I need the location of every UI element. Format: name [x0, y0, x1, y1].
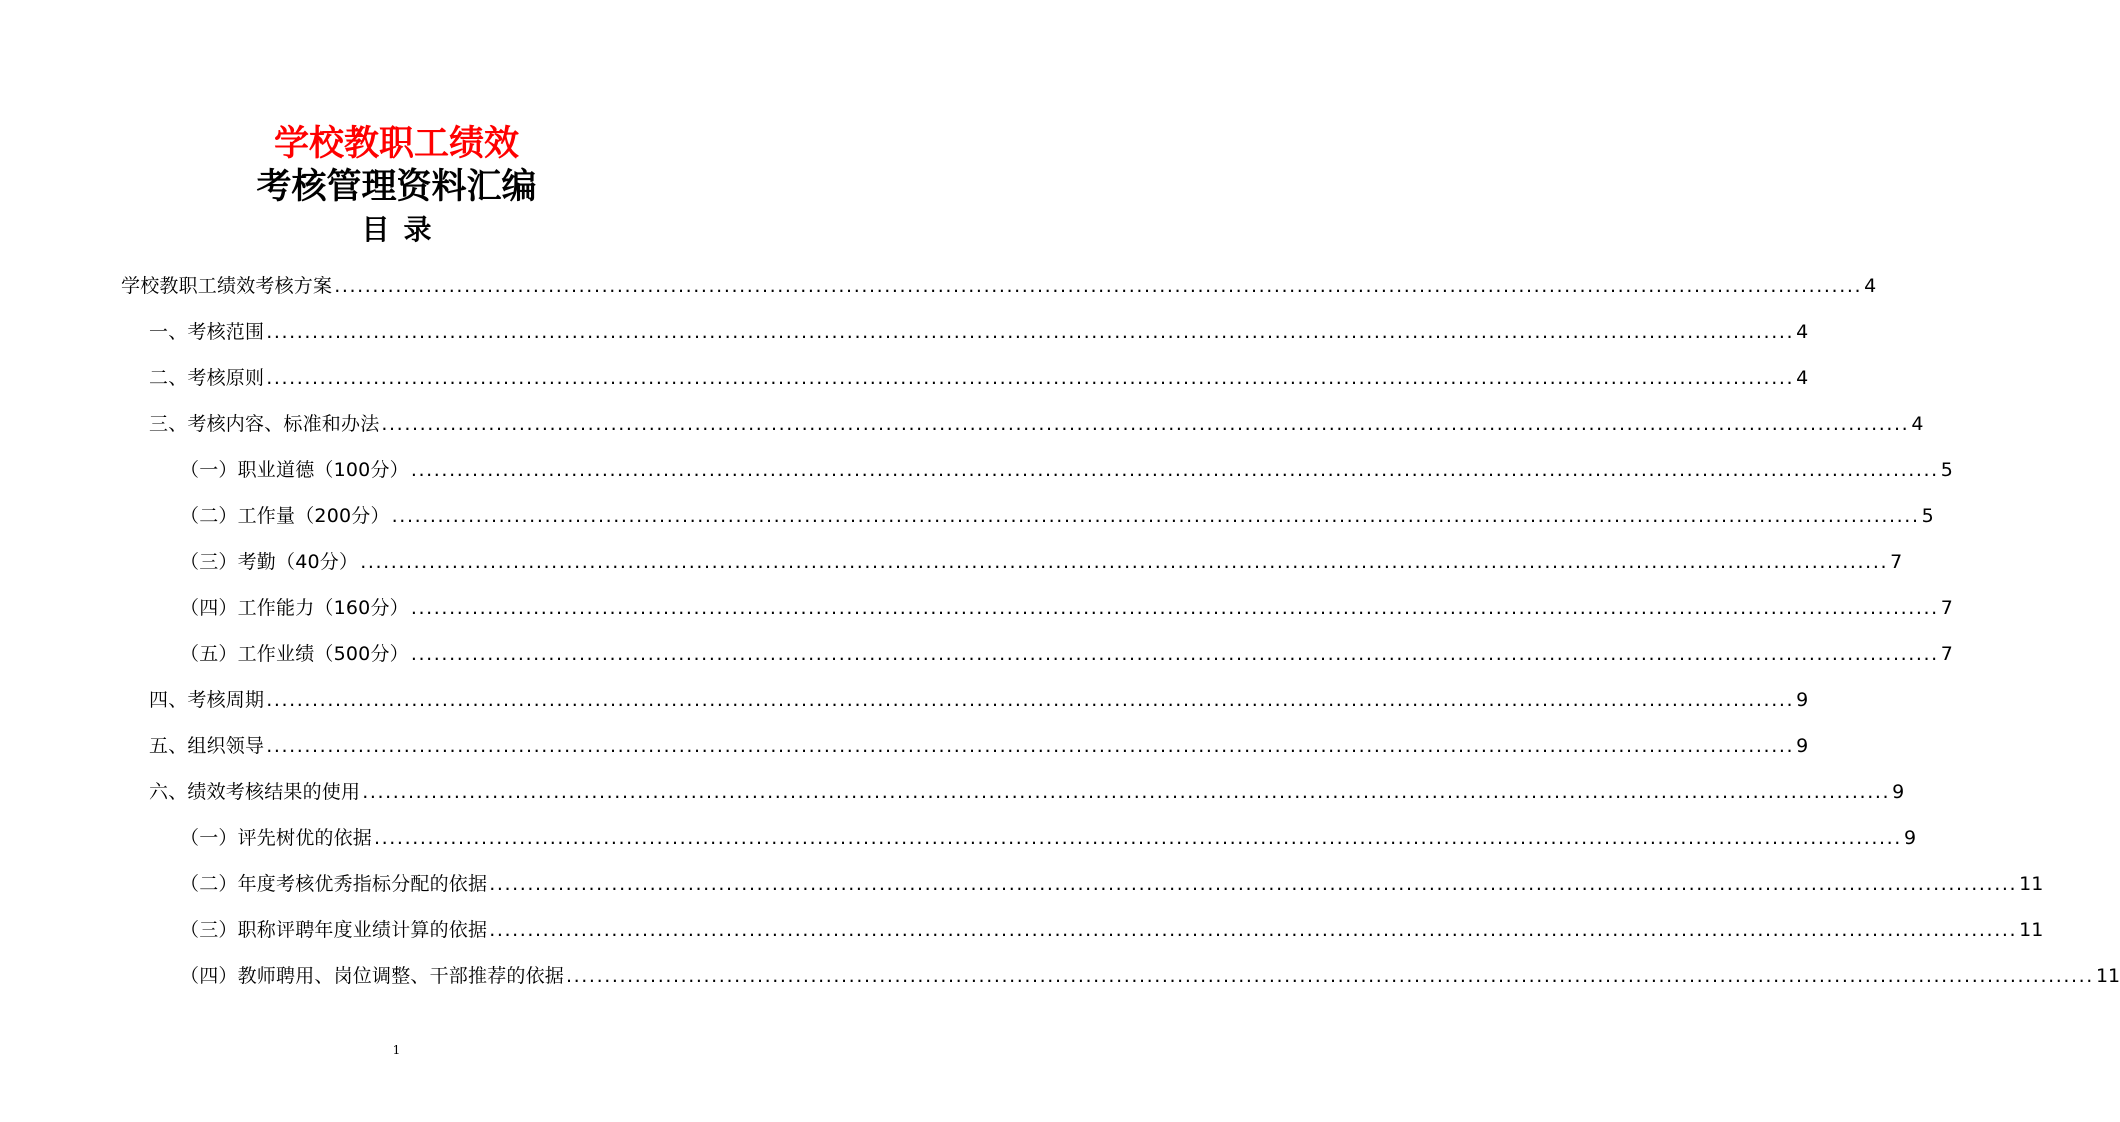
- toc-entry-page: 4: [1796, 367, 1809, 389]
- toc-leader-dots: ........................................................................................................................................................................................................: [266, 689, 1795, 711]
- toc-entry[interactable]: [180, 539, 1903, 585]
- toc-entry[interactable]: [149, 769, 1905, 815]
- toc-entry[interactable]: [180, 447, 1953, 493]
- toc-leader-dots: ........................................................................................................................................................................................................: [334, 275, 1863, 297]
- toc-entry-text: （二）年度考核优秀指标分配的依据: [180, 873, 488, 895]
- toc-entry-text: （二）工作量（200分）: [180, 505, 390, 527]
- toc-entry-text: 四、考核周期: [149, 689, 265, 711]
- toc-entry-page: 11: [2019, 919, 2044, 941]
- toc-entry-page: 4: [1864, 275, 1877, 297]
- toc-entry-page: 9: [1892, 781, 1905, 803]
- toc-leader-dots: ........................................................................................................................................................................................................: [266, 367, 1795, 389]
- toc-entry-page: 9: [1903, 827, 1917, 849]
- toc-entry[interactable]: [149, 677, 1809, 723]
- toc-entry-page: 11: [2019, 873, 2044, 895]
- toc-entry[interactable]: [180, 631, 1953, 677]
- toc-entry-page: 4: [1911, 413, 1924, 435]
- toc-entry-text: 三、考核内容、标准和办法: [149, 413, 380, 435]
- toc-entry-text: 六、绩效考核结果的使用: [149, 781, 361, 803]
- toc-leader-dots: ........................................................................................................................................................................................................: [489, 919, 2018, 941]
- toc-entry[interactable]: [180, 585, 1953, 631]
- toc-entry[interactable]: [149, 401, 1924, 447]
- toc-entry-page: 9: [1796, 735, 1809, 757]
- toc-entry-text: （五）工作业绩（500分）: [180, 643, 409, 665]
- toc-entry-text: 二、考核原则: [149, 367, 265, 389]
- toc-leader-dots: ........................................................................................................................................................................................................: [362, 781, 1891, 803]
- toc-leader-dots: ........................................................................................................................................................................................................: [410, 597, 1939, 619]
- toc-entry-text: 五、组织领导: [149, 735, 265, 757]
- toc-entry-text: 学校教职工绩效考核方案: [121, 275, 333, 297]
- toc-leader-dots: ........................................................................................................................................................................................................: [374, 827, 1902, 849]
- toc-leader-dots: ........................................................................................................................................................................................................: [566, 965, 2094, 987]
- toc-entry[interactable]: [180, 861, 2044, 907]
- toc-entry-page: 11: [2095, 965, 2120, 987]
- toc-entry-text: （一）评先树优的依据: [180, 827, 373, 849]
- toc-entry-page: 4: [1796, 321, 1809, 343]
- toc-entry[interactable]: [149, 355, 1809, 401]
- toc-entry-page: 7: [1940, 597, 1953, 619]
- toc-entry[interactable]: [149, 309, 1809, 355]
- toc-leader-dots: ........................................................................................................................................................................................................: [489, 873, 2018, 895]
- toc-entry[interactable]: [180, 493, 1934, 539]
- toc-leader-dots: ........................................................................................................................................................................................................: [391, 505, 1920, 527]
- toc-entry-page: 9: [1796, 689, 1809, 711]
- toc-entry-text: （三）职称评聘年度业绩计算的依据: [180, 919, 488, 941]
- toc-entry-text: （一）职业道德（100分）: [180, 459, 409, 481]
- toc-leader-dots: ........................................................................................................................................................................................................: [381, 413, 1910, 435]
- toc-entry-text: （三）考勤（40分）: [180, 551, 359, 573]
- toc-entry-page: 5: [1940, 459, 1953, 481]
- document-title-line-1: 学校教职工绩效: [273, 124, 519, 164]
- toc-leader-dots: ........................................................................................................................................................................................................: [360, 551, 1889, 573]
- toc-entry[interactable]: [180, 953, 2120, 999]
- document-title-line-2: 考核管理资料汇编: [256, 167, 537, 207]
- toc-heading: 目录: [361, 213, 446, 246]
- toc-entry-text: （四）工作能力（160分）: [180, 597, 409, 619]
- page-number: 1: [392, 1043, 401, 1057]
- toc-entry-page: 7: [1890, 551, 1903, 573]
- toc-entry[interactable]: [180, 815, 1917, 861]
- toc-entry-text: 一、考核范围: [149, 321, 265, 343]
- toc-entry-page: 7: [1940, 643, 1953, 665]
- toc-entry-page: 5: [1921, 505, 1934, 527]
- toc-entry[interactable]: [149, 723, 1809, 769]
- toc-entry[interactable]: [121, 263, 1877, 309]
- toc-leader-dots: ........................................................................................................................................................................................................: [266, 321, 1795, 343]
- toc-entry-text: （四）教师聘用、岗位调整、干部推荐的依据: [180, 965, 565, 987]
- toc-leader-dots: ........................................................................................................................................................................................................: [410, 643, 1939, 665]
- toc-leader-dots: ........................................................................................................................................................................................................: [266, 735, 1795, 757]
- toc-entry[interactable]: [180, 907, 2044, 953]
- toc-leader-dots: ........................................................................................................................................................................................................: [410, 459, 1939, 481]
